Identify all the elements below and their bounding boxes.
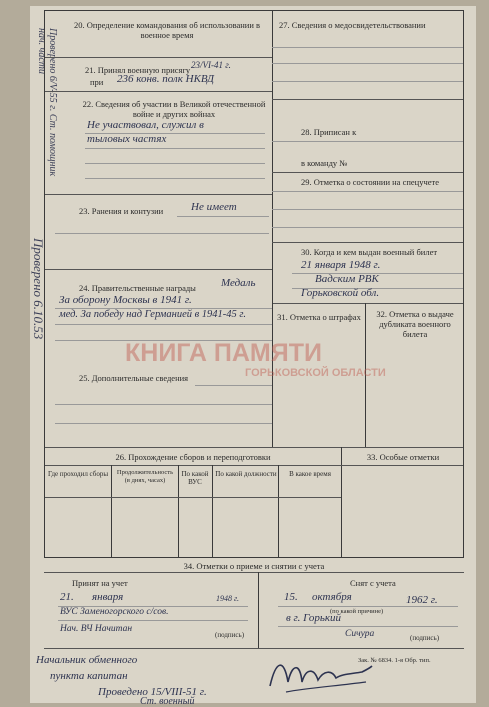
field-28-label: 28. Приписан к bbox=[301, 127, 357, 137]
accepted-label: Принят на учет bbox=[72, 578, 128, 588]
field-20-label: 20. Определение командования об использовании в военное время bbox=[73, 20, 261, 40]
field-34-label: 34. Отметки о приеме и снятии с учета bbox=[183, 561, 325, 571]
removed-signature: Сичура bbox=[345, 629, 375, 639]
field-24-label: 24. Правительственные награды bbox=[79, 283, 196, 293]
col-duration: Продолжительность (в днях, часах) bbox=[116, 469, 174, 484]
field-22-label: 22. Сведения об участии в Великой отечественной войне и других войнах bbox=[82, 99, 266, 119]
field-25-label: 25. Дополнительные сведения bbox=[79, 373, 189, 383]
footer-line-1: Начальник обменного bbox=[36, 654, 138, 666]
field-24-line-0: Медаль bbox=[221, 277, 256, 289]
col-position: По какой должности bbox=[215, 470, 277, 478]
col-time: В какое время bbox=[289, 470, 331, 478]
removed-place: в г. Горький bbox=[286, 612, 342, 624]
field-30-line-2: Вадским РВК bbox=[315, 273, 379, 285]
field-32-label: 32. Отметка о выдаче дубликата военного билета bbox=[376, 309, 454, 339]
print-mark: Зак. № 6834. 1-я Обр. тип. bbox=[358, 657, 431, 664]
removed-year: 1962 г. bbox=[406, 594, 438, 606]
field-29-label: 29. Отметка о состоянии на спецучете bbox=[301, 177, 439, 187]
form-table bbox=[44, 10, 464, 558]
col-where: Где проходил сборы bbox=[47, 470, 109, 478]
accepted-signature: Нач. ВЧ Начитан bbox=[60, 624, 133, 634]
accepted-day: 21. bbox=[60, 591, 74, 603]
margin-note-middle: Проверено 6.10.53 bbox=[31, 238, 46, 340]
field-33-label: 33. Особые отметки bbox=[366, 452, 440, 462]
field-30-label: 30. Когда и кем выдан военный билет bbox=[301, 247, 438, 257]
accepted-vus: ВУС Заменогорского с/сов. bbox=[60, 607, 169, 617]
field-27-label: 27. Сведения о медосвидетельствовании bbox=[279, 20, 426, 30]
field-22-value-2: тыловых частях bbox=[87, 133, 167, 145]
col-vus: По какой ВУС bbox=[181, 470, 209, 486]
footer-line-4: Ст. военный bbox=[140, 696, 195, 707]
removed-sign-label: (подпись) bbox=[410, 634, 440, 642]
accepted-month: января bbox=[92, 591, 124, 603]
field-21-label: 21. Принял военную присягу bbox=[85, 65, 191, 75]
field-24-line-2: мед. За победу над Германией в 1941-45 г. bbox=[59, 309, 247, 320]
field-22-value-1: Не участвовал, служил в bbox=[87, 119, 204, 131]
accepted-year: 1948 г. bbox=[216, 594, 240, 603]
field-28-team-label: в команду № bbox=[301, 158, 348, 168]
field-30-line-3: Горьковской обл. bbox=[301, 287, 380, 299]
footer-line-3: Проведено 15/VIII-51 г. bbox=[98, 686, 207, 698]
watermark-subtitle: ГОРЬКОВСКОЙ ОБЛАСТИ bbox=[245, 367, 386, 379]
field-24-line-1: За оборону Москвы в 1941 г. bbox=[59, 294, 192, 306]
removed-label: Снят с учета bbox=[350, 578, 396, 588]
removed-reason-label: (по какой причине) bbox=[330, 608, 384, 615]
margin-note-top: Проверено 6/V-55 г. Ст. помощник нач. части bbox=[36, 28, 58, 177]
field-23-label: 23. Ранения и контузии bbox=[79, 206, 164, 216]
field-21-prefix: при bbox=[90, 77, 104, 87]
field-26-label: 26. Прохождение сборов и переподготовки bbox=[115, 452, 271, 462]
accepted-sign-label: (подпись) bbox=[215, 631, 245, 639]
watermark-title: КНИГА ПАМЯТИ bbox=[125, 339, 322, 367]
removed-day: 15. bbox=[284, 591, 298, 603]
footer-line-2: пункта капитан bbox=[50, 670, 128, 682]
field-30-line-1: 21 января 1948 г. bbox=[301, 259, 381, 271]
field-21-unit: 236 конв. полк НКВД bbox=[117, 73, 215, 85]
signature-scribble bbox=[266, 652, 376, 700]
field-31-label: 31. Отметка о штрафах bbox=[277, 312, 361, 322]
field-23-value: Не имеет bbox=[191, 201, 237, 213]
removed-month: октября bbox=[312, 591, 352, 603]
record-page bbox=[30, 6, 476, 707]
field-21-date: 23/VI-41 г. bbox=[191, 60, 231, 70]
